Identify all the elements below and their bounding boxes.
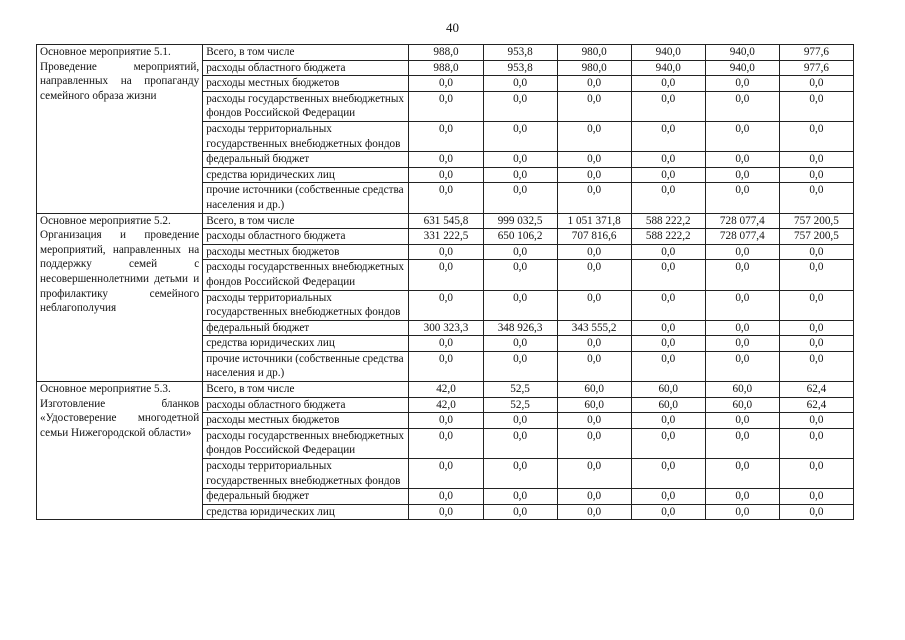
amount-cell: 0,0	[409, 152, 483, 168]
funding-source-cell: расходы областного бюджета	[203, 229, 409, 245]
amount-cell: 0,0	[631, 504, 705, 520]
amount-cell: 0,0	[779, 459, 853, 489]
amount-cell: 60,0	[631, 382, 705, 398]
amount-cell: 707 816,6	[557, 229, 631, 245]
amount-cell: 62,4	[779, 382, 853, 398]
funding-source-cell: средства юридических лиц	[203, 167, 409, 183]
funding-source-cell: расходы областного бюджета	[203, 397, 409, 413]
amount-cell: 0,0	[779, 489, 853, 505]
amount-cell: 60,0	[557, 397, 631, 413]
amount-cell: 980,0	[557, 60, 631, 76]
funding-source-cell: Всего, в том числе	[203, 45, 409, 61]
amount-cell: 0,0	[483, 428, 557, 458]
amount-cell: 0,0	[409, 413, 483, 429]
funding-table-body	[37, 45, 854, 520]
amount-cell: 0,0	[557, 428, 631, 458]
amount-cell: 0,0	[557, 413, 631, 429]
amount-cell: 757 200,5	[779, 213, 853, 229]
amount-cell: 0,0	[631, 290, 705, 320]
activity-title: Основное мероприятие 5.2.	[40, 214, 171, 227]
amount-cell: 977,6	[779, 45, 853, 61]
amount-cell: 0,0	[705, 504, 779, 520]
amount-cell: 0,0	[631, 351, 705, 381]
amount-cell: 0,0	[631, 336, 705, 352]
amount-cell: 977,6	[779, 60, 853, 76]
amount-cell: 0,0	[705, 260, 779, 290]
amount-cell: 0,0	[631, 76, 705, 92]
amount-cell: 0,0	[557, 290, 631, 320]
amount-cell: 0,0	[409, 91, 483, 121]
amount-cell: 728 077,4	[705, 229, 779, 245]
table-row	[37, 213, 854, 229]
amount-cell: 988,0	[409, 45, 483, 61]
amount-cell: 0,0	[483, 459, 557, 489]
table-row	[37, 45, 854, 61]
amount-cell: 0,0	[779, 413, 853, 429]
amount-cell: 300 323,3	[409, 320, 483, 336]
funding-source-cell: расходы местных бюджетов	[203, 76, 409, 92]
amount-cell: 0,0	[483, 76, 557, 92]
funding-source-cell: расходы местных бюджетов	[203, 244, 409, 260]
amount-cell: 0,0	[409, 459, 483, 489]
amount-cell: 0,0	[483, 167, 557, 183]
amount-cell: 0,0	[779, 183, 853, 213]
amount-cell: 0,0	[409, 336, 483, 352]
amount-cell: 0,0	[483, 244, 557, 260]
amount-cell: 0,0	[409, 290, 483, 320]
activity-title: Основное мероприятие 5.3.	[40, 383, 171, 396]
amount-cell: 0,0	[483, 351, 557, 381]
amount-cell: 940,0	[631, 60, 705, 76]
amount-cell: 0,0	[705, 290, 779, 320]
amount-cell: 343 555,2	[557, 320, 631, 336]
amount-cell: 0,0	[483, 336, 557, 352]
amount-cell: 0,0	[779, 152, 853, 168]
amount-cell: 0,0	[483, 121, 557, 151]
amount-cell: 0,0	[705, 76, 779, 92]
activity-description: Организация и проведение мероприятий, направленных на поддержку семей с несовершеннолетними детьми и профилактику семейного неблагополучия	[40, 229, 200, 315]
amount-cell: 0,0	[631, 489, 705, 505]
amount-cell: 0,0	[409, 428, 483, 458]
amount-cell: 0,0	[779, 244, 853, 260]
funding-source-cell: расходы территориальных государственных внебюджетных фондов	[203, 459, 409, 489]
amount-cell: 62,4	[779, 397, 853, 413]
amount-cell: 728 077,4	[705, 213, 779, 229]
funding-source-cell: прочие источники (собственные средства населения и др.)	[203, 351, 409, 381]
funding-source-cell: расходы государственных внебюджетных фондов Российской Федерации	[203, 260, 409, 290]
activity-cell	[37, 213, 203, 382]
amount-cell: 0,0	[557, 459, 631, 489]
amount-cell: 0,0	[557, 504, 631, 520]
amount-cell: 0,0	[779, 260, 853, 290]
amount-cell: 0,0	[483, 183, 557, 213]
amount-cell: 42,0	[409, 382, 483, 398]
funding-source-cell: расходы территориальных государственных внебюджетных фондов	[203, 290, 409, 320]
amount-cell: 0,0	[483, 260, 557, 290]
amount-cell: 940,0	[705, 45, 779, 61]
amount-cell: 60,0	[705, 382, 779, 398]
amount-cell: 0,0	[705, 459, 779, 489]
amount-cell: 0,0	[409, 244, 483, 260]
amount-cell: 60,0	[631, 397, 705, 413]
amount-cell: 0,0	[409, 260, 483, 290]
amount-cell: 0,0	[705, 121, 779, 151]
amount-cell: 60,0	[557, 382, 631, 398]
funding-source-cell: расходы государственных внебюджетных фондов Российской Федерации	[203, 428, 409, 458]
amount-cell: 0,0	[631, 121, 705, 151]
amount-cell: 0,0	[779, 428, 853, 458]
amount-cell: 0,0	[409, 489, 483, 505]
amount-cell: 0,0	[705, 91, 779, 121]
funding-source-cell: расходы территориальных государственных внебюджетных фондов	[203, 121, 409, 151]
amount-cell: 60,0	[705, 397, 779, 413]
amount-cell: 953,8	[483, 45, 557, 61]
amount-cell: 0,0	[631, 91, 705, 121]
funding-source-cell: средства юридических лиц	[203, 504, 409, 520]
amount-cell: 0,0	[705, 413, 779, 429]
amount-cell: 0,0	[705, 428, 779, 458]
amount-cell: 0,0	[779, 351, 853, 381]
amount-cell: 0,0	[705, 167, 779, 183]
amount-cell: 0,0	[557, 260, 631, 290]
amount-cell: 0,0	[631, 320, 705, 336]
amount-cell: 0,0	[483, 489, 557, 505]
amount-cell: 0,0	[409, 504, 483, 520]
funding-source-cell: федеральный бюджет	[203, 320, 409, 336]
amount-cell: 0,0	[631, 152, 705, 168]
amount-cell: 940,0	[631, 45, 705, 61]
amount-cell: 0,0	[557, 183, 631, 213]
amount-cell: 0,0	[409, 167, 483, 183]
amount-cell: 0,0	[705, 320, 779, 336]
funding-source-cell: расходы областного бюджета	[203, 60, 409, 76]
amount-cell: 0,0	[557, 91, 631, 121]
amount-cell: 0,0	[483, 290, 557, 320]
amount-cell: 52,5	[483, 397, 557, 413]
funding-source-cell: расходы государственных внебюджетных фондов Российской Федерации	[203, 91, 409, 121]
amount-cell: 0,0	[779, 290, 853, 320]
amount-cell: 52,5	[483, 382, 557, 398]
funding-source-cell: федеральный бюджет	[203, 152, 409, 168]
amount-cell: 0,0	[557, 167, 631, 183]
amount-cell: 0,0	[631, 183, 705, 213]
activity-description: Проведение мероприятий, направленных на пропаганду семейного образа жизни	[40, 60, 200, 102]
amount-cell: 0,0	[705, 336, 779, 352]
funding-source-cell: Всего, в том числе	[203, 382, 409, 398]
amount-cell: 0,0	[483, 504, 557, 520]
amount-cell: 42,0	[409, 397, 483, 413]
amount-cell: 0,0	[409, 76, 483, 92]
amount-cell: 0,0	[779, 504, 853, 520]
amount-cell: 0,0	[631, 413, 705, 429]
amount-cell: 0,0	[779, 336, 853, 352]
funding-source-cell: Всего, в том числе	[203, 213, 409, 229]
amount-cell: 0,0	[779, 167, 853, 183]
amount-cell: 0,0	[779, 320, 853, 336]
amount-cell: 0,0	[483, 413, 557, 429]
funding-source-cell: расходы местных бюджетов	[203, 413, 409, 429]
activity-cell	[37, 382, 203, 520]
amount-cell: 0,0	[779, 121, 853, 151]
amount-cell: 0,0	[631, 244, 705, 260]
amount-cell: 0,0	[557, 121, 631, 151]
amount-cell: 0,0	[779, 76, 853, 92]
page-number: 40	[446, 20, 459, 35]
amount-cell: 0,0	[705, 244, 779, 260]
amount-cell: 999 032,5	[483, 213, 557, 229]
amount-cell: 980,0	[557, 45, 631, 61]
funding-source-cell: средства юридических лиц	[203, 336, 409, 352]
amount-cell: 0,0	[631, 428, 705, 458]
amount-cell: 0,0	[483, 152, 557, 168]
amount-cell: 0,0	[557, 152, 631, 168]
amount-cell: 0,0	[705, 351, 779, 381]
amount-cell: 348 926,3	[483, 320, 557, 336]
amount-cell: 0,0	[631, 459, 705, 489]
activity-title: Основное мероприятие 5.1.	[40, 46, 171, 58]
amount-cell: 0,0	[705, 489, 779, 505]
amount-cell: 953,8	[483, 60, 557, 76]
amount-cell: 331 222,5	[409, 229, 483, 245]
amount-cell: 0,0	[557, 336, 631, 352]
funding-table	[36, 44, 854, 520]
amount-cell: 0,0	[409, 121, 483, 151]
amount-cell: 988,0	[409, 60, 483, 76]
amount-cell: 650 106,2	[483, 229, 557, 245]
amount-cell: 0,0	[409, 183, 483, 213]
amount-cell: 0,0	[557, 489, 631, 505]
activity-cell	[37, 45, 203, 214]
amount-cell: 1 051 371,8	[557, 213, 631, 229]
amount-cell: 0,0	[557, 351, 631, 381]
activity-description: Изготовление бланков «Удостоверение многодетной семьи Нижегородской области»	[40, 397, 200, 439]
amount-cell: 0,0	[483, 91, 557, 121]
amount-cell: 0,0	[557, 76, 631, 92]
funding-source-cell: прочие источники (собственные средства населения и др.)	[203, 183, 409, 213]
amount-cell: 588 222,2	[631, 229, 705, 245]
amount-cell: 0,0	[779, 91, 853, 121]
amount-cell: 588 222,2	[631, 213, 705, 229]
table-row	[37, 382, 854, 398]
amount-cell: 0,0	[705, 152, 779, 168]
funding-source-cell: федеральный бюджет	[203, 489, 409, 505]
amount-cell: 0,0	[705, 183, 779, 213]
amount-cell: 0,0	[557, 244, 631, 260]
amount-cell: 0,0	[631, 167, 705, 183]
amount-cell: 0,0	[631, 260, 705, 290]
amount-cell: 0,0	[409, 351, 483, 381]
amount-cell: 631 545,8	[409, 213, 483, 229]
amount-cell: 757 200,5	[779, 229, 853, 245]
amount-cell: 940,0	[705, 60, 779, 76]
